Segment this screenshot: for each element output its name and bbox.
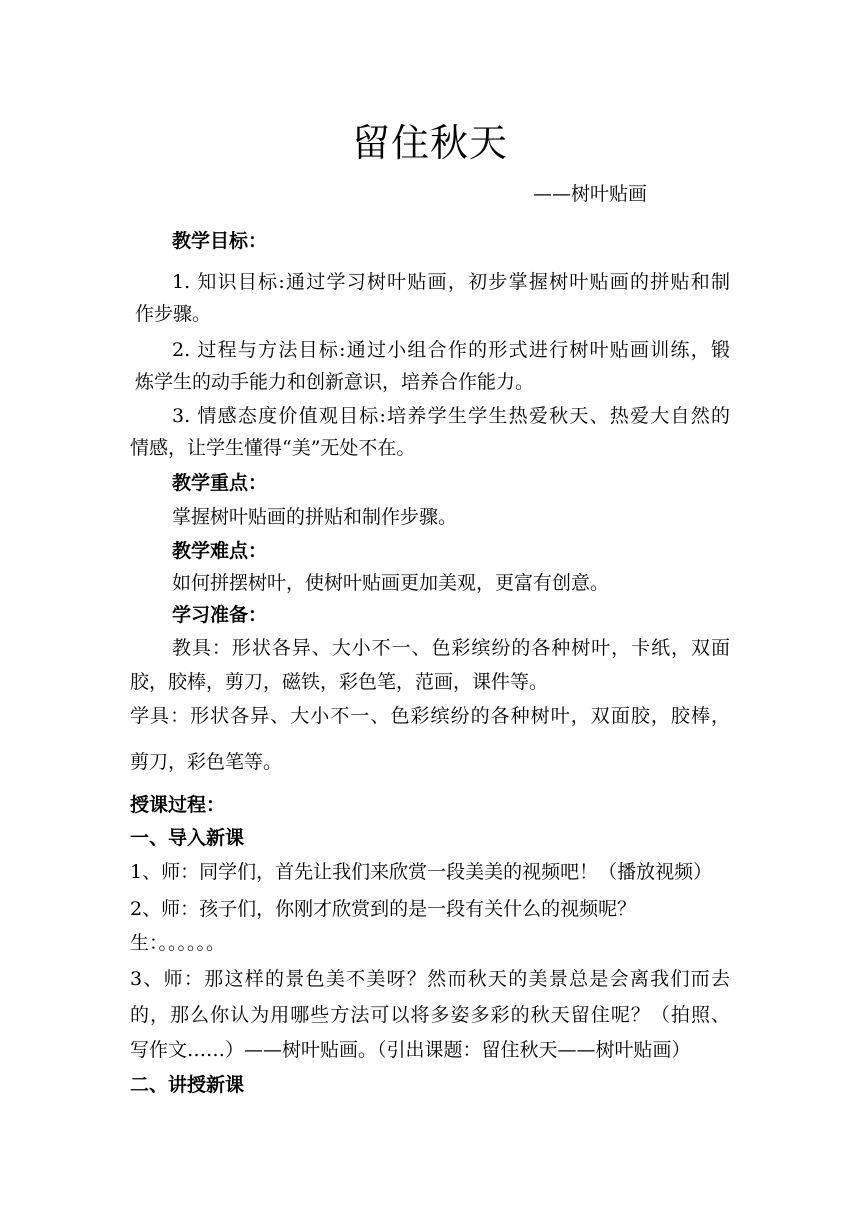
goal-1-line-2: 作步骤。 [135, 303, 212, 325]
goal-1-line-1: 1. 知识目标:通过学习树叶贴画，初步掌握树叶贴画的拼贴和制 [172, 271, 730, 293]
process-heading: 授课过程： [130, 794, 226, 816]
step-3-line-2: 的，那么你认为用哪些方法可以将多姿多彩的秋天留住呢？（拍照、 [130, 1004, 730, 1026]
prep-student-line-1: 学具：形状各异、大小不一、色彩缤纷的各种树叶，双面胶，胶棒， [130, 705, 730, 727]
prep-teacher-line-2: 胶，胶棒，剪刀，磁铁，彩色笔，范画，课件等。 [130, 671, 549, 693]
key-text: 掌握树叶贴画的拼贴和制作步骤。 [172, 506, 458, 528]
prep-student-line-2: 剪刀，彩色笔等。 [130, 751, 283, 773]
goal-2-line-2: 炼学生的动手能力和创新意识，培养合作能力。 [135, 371, 535, 393]
goal-3-line-2: 情感，让学生懂得“美”无处不在。 [130, 437, 416, 459]
goal-3-line-1: 3. 情感态度价值观目标:培养学生学生热爱秋天、热爱大自然的 [172, 405, 730, 427]
goals-heading: 教学目标： [172, 230, 268, 252]
section-2-heading: 二、讲授新课 [130, 1074, 245, 1096]
student-reply: 生：。。。。。。 [130, 932, 226, 954]
difficulty-text: 如何拼摆树叶，使树叶贴画更加美观，更富有创意。 [172, 572, 610, 594]
prep-heading: 学习准备： [172, 604, 268, 626]
difficulty-heading: 教学难点： [172, 540, 268, 562]
page-subtitle: ——树叶贴画 [533, 183, 648, 205]
key-heading: 教学重点： [172, 472, 268, 494]
goal-2-line-1: 2. 过程与方法目标:通过小组合作的形式进行树叶贴画训练，锻 [172, 339, 730, 361]
page-title: 留住秋天 [351, 121, 508, 165]
section-1-heading: 一、导入新课 [130, 827, 245, 849]
step-1: 1、师：同学们，首先让我们来欣赏一段美美的视频吧！（播放视频） [130, 861, 713, 883]
prep-teacher-line-1: 教具：形状各异、大小不一、色彩缤纷的各种树叶，卡纸，双面 [172, 637, 730, 659]
step-2: 2、师：孩子们，你刚才欣赏到的是一段有关什么的视频呢？ [130, 898, 637, 920]
step-3-line-1: 3、师：那这样的景色美不美呀？然而秋天的美景总是会离我们而去 [130, 968, 730, 990]
step-3-line-3: 写作文……）——树叶贴画。（引出课题：留住秋天——树叶贴画） [130, 1039, 691, 1061]
